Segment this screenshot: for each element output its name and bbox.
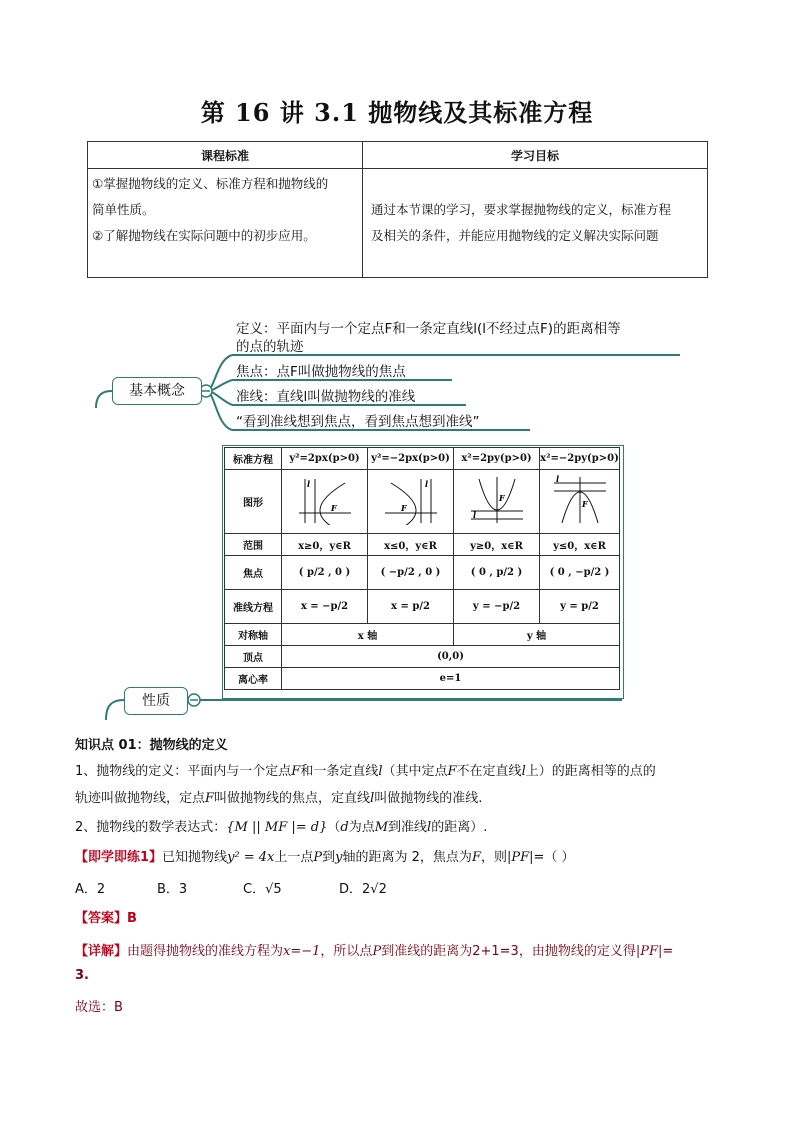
text: 为点: [348, 820, 375, 835]
text: 轴的距离为 2，焦点为: [342, 850, 472, 865]
svg-text:F: F: [330, 503, 337, 513]
text: 由题得抛物线的准线方程为: [127, 944, 284, 959]
node-basic-concepts: 基本概念: [112, 377, 202, 405]
answer-tag: 【答案】: [75, 911, 128, 926]
text: 轨迹叫做抛物线，定点: [75, 791, 206, 806]
math-expression-line: 2、抛物线的数学表达式：{M || MF |= d}（d为点M到准线l的距离）.: [75, 820, 488, 835]
row-label: 焦点: [225, 556, 282, 590]
row-label: 离心率: [225, 668, 282, 690]
exercise-tag: 【即学即练1】: [75, 850, 163, 865]
range-cell: y≥0，x∈R: [454, 534, 540, 556]
detail-result: 3.: [75, 968, 89, 983]
option-d: D．2√2: [339, 882, 387, 897]
set-expression: {M || MF |= d}: [226, 820, 328, 835]
svg-text:F: F: [400, 503, 407, 513]
knowledge-point-title: 知识点 01：抛物线的定义: [75, 738, 228, 753]
text: 1、抛物线的定义：平面内与一个定点: [75, 764, 292, 779]
graph-cell: [454, 470, 540, 534]
graph-left-icon: [381, 475, 441, 525]
directrix-cell: y = −p/2: [454, 590, 540, 624]
text: 叫做抛物线的准线.: [374, 791, 483, 806]
text: =: [662, 944, 674, 959]
svg-text:F: F: [498, 493, 505, 503]
text: =（ ）: [533, 850, 575, 865]
text: ，则: [480, 850, 507, 865]
option-b: B．3: [157, 882, 188, 897]
focus-cell: ( 0 , p/2 ): [454, 556, 540, 590]
branch-definition-line2: 的点的轨迹: [236, 339, 304, 355]
text: 的距离）.: [431, 820, 488, 835]
graph-right-icon: [295, 475, 355, 525]
row-label: 准线方程: [225, 590, 282, 624]
row-label: 顶点: [225, 646, 282, 668]
focus-cell: ( p/2 , 0 ): [282, 556, 368, 590]
text: 叫做抛物线的焦点，定直线: [214, 791, 371, 806]
text: 和一条定直线: [300, 764, 379, 779]
svg-text:l: l: [306, 479, 310, 489]
row-label: 标准方程: [225, 448, 282, 470]
objectives-header: 学习目标: [363, 142, 708, 169]
equation: 2+1=3: [472, 944, 519, 959]
option-a: A．2: [75, 882, 106, 897]
row-label: 图形: [225, 470, 282, 534]
text: ，所以点: [320, 944, 373, 959]
text: 不在定直线: [456, 764, 522, 779]
axis-cell: y 轴: [454, 624, 620, 646]
branch-focus: 焦点：点F叫做抛物线的焦点: [236, 364, 406, 380]
standards-line: ②了解抛物线在实际问题中的初步应用。: [92, 228, 316, 243]
definition-line2: 轨迹叫做抛物线，定点F叫做抛物线的焦点，定直线l叫做抛物线的准线.: [75, 791, 483, 806]
range-cell: x≤0，y∈R: [368, 534, 454, 556]
definition-line1: 1、抛物线的定义：平面内与一个定点F和一条定直线l（其中定点F不在定直线l上）的距离相等的点的: [75, 764, 656, 779]
text: 到准线的距离为: [381, 944, 473, 959]
node-properties: 性质: [124, 687, 188, 715]
svg-text:l: l: [424, 479, 428, 489]
graph-up-icon: [467, 475, 527, 525]
vertex-cell: (0,0): [282, 646, 620, 668]
text: 上一点: [274, 850, 314, 865]
equation: x=−1: [283, 944, 321, 959]
equation-cell: x²=−2py(p>0): [540, 448, 620, 470]
focus-cell: ( 0 , −p/2 ): [540, 556, 620, 590]
objectives-line: 及相关的条件，并能应用抛物线的定义解决实际问题: [371, 228, 659, 243]
standards-header: 课程标准: [88, 142, 363, 169]
page-title: 第 16 讲 3.1 抛物线及其标准方程: [200, 98, 594, 127]
equation-cell: x²=2py(p>0): [454, 448, 540, 470]
text: 上）的距离相等的点的: [525, 764, 656, 779]
svg-text:l: l: [555, 475, 559, 484]
range-cell: y≤0，x∈R: [540, 534, 620, 556]
graph-cell: [282, 470, 368, 534]
properties-table: [224, 447, 620, 690]
text: 到: [322, 850, 336, 865]
detail-tag: 【详解】: [75, 944, 128, 959]
branch-directrix: 准线：直线l叫做抛物线的准线: [236, 389, 416, 405]
graph-cell: [540, 470, 620, 534]
directrix-cell: y = p/2: [540, 590, 620, 624]
equation: |PF|: [506, 850, 534, 865]
option-c: C．√5: [243, 882, 282, 897]
objectives-line: 通过本节课的学习，要求掌握抛物线的定义，标准方程: [371, 202, 672, 217]
standards-line: ①掌握抛物线的定义、标准方程和抛物线的: [92, 176, 329, 191]
graph-down-icon: [550, 475, 610, 525]
text: ，由抛物线的定义得: [518, 944, 636, 959]
branch-quote: “看到准线想到焦点，看到焦点想到准线”: [236, 414, 480, 430]
directrix-cell: x = −p/2: [282, 590, 368, 624]
text: 到准线: [388, 820, 428, 835]
equation-cell: y²=−2px(p>0): [368, 448, 454, 470]
text: （其中定点: [382, 764, 448, 779]
svg-text:F: F: [581, 499, 588, 509]
eccentricity-cell: e=1: [282, 668, 620, 690]
standards-line: 简单性质。: [92, 202, 155, 217]
equation: |PF|: [635, 944, 663, 959]
row-label: 对称轴: [225, 624, 282, 646]
range-cell: x≥0，y∈R: [282, 534, 368, 556]
answer-line: [75, 907, 137, 926]
answer-value: B: [127, 911, 137, 926]
detail-line: 【详解】由题得抛物线的准线方程为x=−1，所以点P到准线的距离为2+1=3，由抛物线的定义得|PF|=: [75, 944, 674, 959]
focus-cell: ( −p/2 , 0 ): [368, 556, 454, 590]
branch-definition-line1: 定义：平面内与一个定点F和一条定直线l(l不经过点F)的距离相等: [236, 321, 621, 337]
text: （: [327, 820, 341, 835]
text: 2、抛物线的数学表达式：: [75, 820, 227, 835]
choose-line: 故选：B: [75, 1000, 123, 1015]
equation-cell: y²=2px(p>0): [282, 448, 368, 470]
row-label: 范围: [225, 534, 282, 556]
exercise-question: 【即学即练1】已知抛物线y² = 4x上一点P到y轴的距离为 2，焦点为F，则|PF|=（ ）: [75, 850, 575, 865]
directrix-cell: x = p/2: [368, 590, 454, 624]
equation: y² = 4x: [227, 850, 275, 865]
graph-cell: [368, 470, 454, 534]
svg-text:l: l: [472, 510, 476, 520]
text: 已知抛物线: [162, 850, 228, 865]
axis-cell: x 轴: [282, 624, 454, 646]
